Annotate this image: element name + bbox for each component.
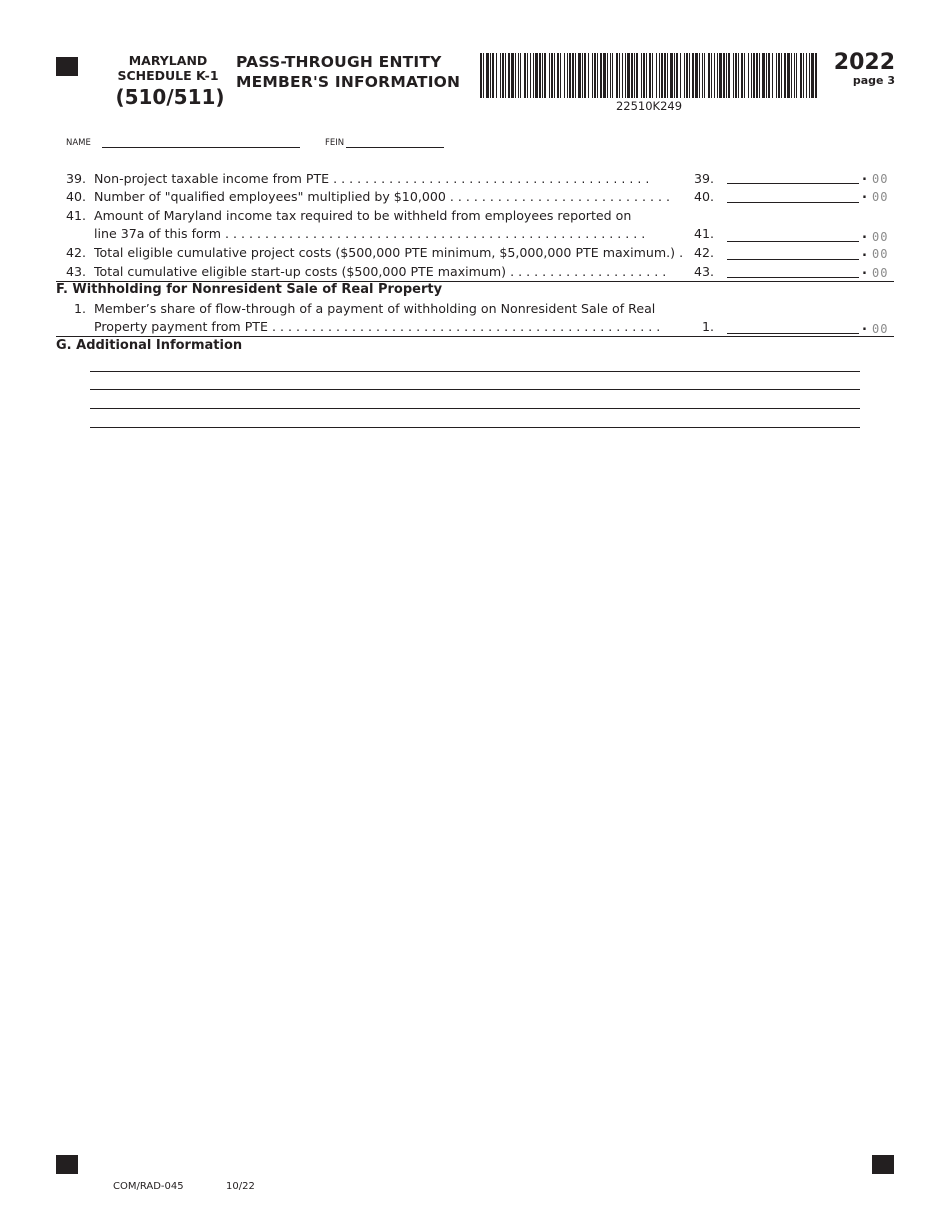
barcode-bar (741, 53, 743, 98)
barcode-bar (530, 53, 531, 98)
additional-info-line[interactable] (90, 427, 860, 428)
barcode-bar (815, 53, 817, 98)
barcode-bar (680, 53, 681, 98)
barcode-bar (762, 53, 765, 98)
barcode-bar (549, 53, 550, 98)
barcode-bar (542, 53, 543, 98)
barcode-bar (699, 53, 700, 98)
barcode-bar (794, 53, 795, 98)
line-41-text-cont: line 37a of this form . . . . . . . . . . . . . . . . . . . . . . . . . . . . . . . . . . . . . . . . . . . . . . . . . . . . . (94, 226, 646, 241)
barcode-bar (610, 53, 611, 98)
barcode-bar (719, 53, 722, 98)
barcode-bar (787, 53, 790, 98)
line-43-amount-field[interactable] (727, 277, 859, 278)
section-f-line-text-cont: Property payment from PTE . . . . . . . . . . . . . . . . . . . . . . . . . . . . . . . . . . . . . . . . . . . . . . . . . (94, 319, 661, 334)
barcode-bar (603, 53, 606, 98)
barcode-bar (511, 53, 514, 98)
barcode-bar (759, 53, 760, 98)
barcode-bar (594, 53, 596, 98)
barcode-bar (753, 53, 755, 98)
name-input-line[interactable] (102, 147, 300, 148)
barcode-bar (560, 53, 561, 98)
registration-mark-bottom-left (56, 1155, 78, 1174)
barcode-bar (646, 53, 647, 98)
barcode-bar (625, 53, 626, 98)
barcode-bar (564, 53, 565, 98)
barcode-bar (634, 53, 635, 98)
schedule-label: SCHEDULE K-1 (117, 68, 219, 83)
barcode-bar (656, 53, 657, 98)
line-39-ref: 39. (693, 171, 714, 186)
form-state-schedule (112, 53, 224, 83)
barcode-bar (728, 53, 730, 98)
line-43-decimal: . (862, 263, 867, 278)
line-40-amount-field[interactable] (727, 202, 859, 203)
line-40-decimal: . (862, 187, 867, 202)
barcode-bar (597, 53, 598, 98)
barcode-bar (811, 53, 814, 98)
barcode-bar (748, 53, 749, 98)
line-42-decimal: . (862, 245, 867, 260)
barcode-bar (554, 53, 555, 98)
barcode-bar (636, 53, 638, 98)
barcode-bar (502, 53, 504, 98)
line-41-cents: 00 (872, 230, 889, 244)
line-39-decimal: . (862, 169, 867, 184)
barcode-bar (664, 53, 666, 98)
barcode-bar (776, 53, 777, 98)
barcode-bar (670, 53, 673, 98)
barcode-bar (714, 53, 715, 98)
name-label: NAME (66, 138, 91, 148)
barcode-bar (600, 53, 602, 98)
section-f-line-ref: 1. (701, 319, 714, 334)
section-f-line-text: Member’s share of flow-through of a payment of withholding on Nonresident Sale of Real (94, 301, 656, 316)
barcode-bar (766, 53, 767, 98)
barcode-bar (652, 53, 653, 98)
section-f-line-number: 1. (73, 301, 86, 316)
line-42-text: Total eligible cumulative project costs ($500,000 PTE minimum, $5,000,000 PTE maximum.) . (94, 245, 684, 260)
line-39-cents: 00 (872, 172, 889, 186)
barcode-bar (582, 53, 583, 98)
barcode-bar (689, 53, 690, 98)
line-40-number: 40. (65, 189, 86, 204)
barcode-bar (692, 53, 694, 98)
barcode-bar (505, 53, 506, 98)
barcode-bar (702, 53, 703, 98)
barcode-bar (524, 53, 526, 98)
barcode-bar (575, 53, 576, 98)
barcode-bar (643, 53, 645, 98)
fein-input-line[interactable] (346, 147, 444, 148)
barcode-bar (800, 53, 802, 98)
line-39-text: Non-project taxable income from PTE . . . . . . . . . . . . . . . . . . . . . . . . . . . . . . . . . . . . . . . . (94, 171, 650, 186)
form-number: (510/511) (115, 85, 225, 109)
barcode-bar (695, 53, 698, 98)
line-43-number: 43. (65, 264, 86, 279)
line-43-ref: 43. (693, 264, 714, 279)
line-42-ref: 42. (693, 245, 714, 260)
barcode-bar (619, 53, 620, 98)
barcode-bar (674, 53, 675, 98)
additional-info-line[interactable] (90, 408, 860, 409)
tax-year: 2022 (833, 50, 895, 75)
barcode-bar (809, 53, 810, 98)
barcode-bar (723, 53, 725, 98)
line-39-number: 39. (65, 171, 86, 186)
section-f-cents: 00 (872, 322, 889, 336)
line-40-cents: 00 (872, 190, 889, 204)
barcode-bar (622, 53, 623, 98)
barcode-bar (711, 53, 712, 98)
line-40-ref: 40. (693, 189, 714, 204)
barcode-bar (500, 53, 501, 98)
barcode-bar (480, 53, 482, 98)
barcode-bar (803, 53, 804, 98)
barcode-bar (527, 53, 528, 98)
barcode-bar (704, 53, 705, 98)
section-divider (56, 336, 894, 337)
section-f-amount-field[interactable] (727, 333, 859, 334)
barcode-bar (627, 53, 630, 98)
barcode-bar (781, 53, 782, 98)
title-line-2: MEMBER'S INFORMATION (236, 73, 461, 91)
section-f-decimal: . (862, 319, 867, 334)
barcode-bar (738, 53, 739, 98)
barcode-bar (768, 53, 770, 98)
line-41-text: Amount of Maryland income tax required to be withheld from employees reported on (94, 208, 632, 223)
barcode-bar (806, 53, 807, 98)
section-g-heading: G. Additional Information (56, 338, 243, 353)
barcode-bar (612, 53, 613, 98)
barcode-bar (791, 53, 792, 98)
barcode-bar (726, 53, 727, 98)
barcode-bar (649, 53, 651, 98)
barcode-bar (751, 53, 752, 98)
barcode-bar (744, 53, 745, 98)
line-42-number: 42. (65, 245, 86, 260)
barcode-bar (490, 53, 491, 98)
barcode-bar (616, 53, 618, 98)
page-number: page 3 (852, 74, 895, 87)
line-41-decimal: . (862, 227, 867, 242)
barcode-bar (557, 53, 559, 98)
line-42-amount-field[interactable] (727, 259, 859, 260)
barcode-bar (518, 53, 519, 98)
barcode-bar (592, 53, 593, 98)
barcode-bar (535, 53, 538, 98)
additional-info-line[interactable] (90, 389, 860, 390)
barcode-bar (607, 53, 608, 98)
line-41-amount-field[interactable] (727, 241, 859, 242)
barcode-bar (492, 53, 494, 98)
barcode-number: 22510K249 (615, 99, 683, 113)
barcode-bar (684, 53, 685, 98)
barcode-bar (717, 53, 718, 98)
additional-info-line[interactable] (90, 371, 860, 372)
registration-mark-top-left (56, 57, 78, 76)
barcode-bar (572, 53, 574, 98)
barcode-bar (486, 53, 489, 98)
line-41-number: 41. (65, 208, 86, 223)
barcode-bar (733, 53, 734, 98)
form-title (236, 52, 460, 92)
barcode-bar (756, 53, 758, 98)
state-label: MARYLAND (128, 53, 208, 68)
barcode-bar (520, 53, 521, 98)
barcode-bar (496, 53, 497, 98)
line-39-amount-field[interactable] (727, 183, 859, 184)
footer-form-code: COM/RAD-045 (113, 1181, 184, 1192)
barcode-bar (641, 53, 642, 98)
barcode-bar (686, 53, 688, 98)
line-40-text: Number of "qualified employees" multiplied by $10,000 . . . . . . . . . . . . . . . . . . . . . . . . . . . . (94, 189, 671, 204)
barcode-bar (659, 53, 660, 98)
line-43-text: Total cumulative eligible start-up costs ($500,000 PTE maximum) . . . . . . . . . . . . . . . . . . . . (94, 264, 667, 279)
barcode-bar (661, 53, 663, 98)
line-43-cents: 00 (872, 266, 889, 280)
line-41-ref: 41. (693, 226, 714, 241)
barcode-bar (676, 53, 678, 98)
registration-mark-bottom-right (872, 1155, 894, 1174)
footer-revision: 10/22 (226, 1181, 255, 1192)
fein-label: FEIN (325, 138, 345, 148)
barcode-bar (569, 53, 571, 98)
barcode-bar (539, 53, 541, 98)
barcode-bar (796, 53, 797, 98)
barcode-bar (508, 53, 510, 98)
barcode-bar (708, 53, 710, 98)
barcode-bar (515, 53, 516, 98)
title-line-1: PASS-THROUGH ENTITY (236, 53, 442, 71)
barcode-bar (588, 53, 589, 98)
barcode-bar (578, 53, 581, 98)
barcode-bar (778, 53, 780, 98)
barcode (480, 53, 818, 98)
section-f-heading: F. Withholding for Nonresident Sale of Real Property (56, 282, 443, 297)
barcode-bar (735, 53, 737, 98)
barcode-bar (483, 53, 484, 98)
barcode-bar (667, 53, 668, 98)
barcode-bar (551, 53, 553, 98)
barcode-bar (584, 53, 586, 98)
barcode-bar (567, 53, 568, 98)
barcode-bar (772, 53, 773, 98)
barcode-bar (631, 53, 633, 98)
line-42-cents: 00 (872, 247, 889, 261)
barcode-bar (533, 53, 534, 98)
barcode-bar (784, 53, 786, 98)
barcode-bar (544, 53, 546, 98)
